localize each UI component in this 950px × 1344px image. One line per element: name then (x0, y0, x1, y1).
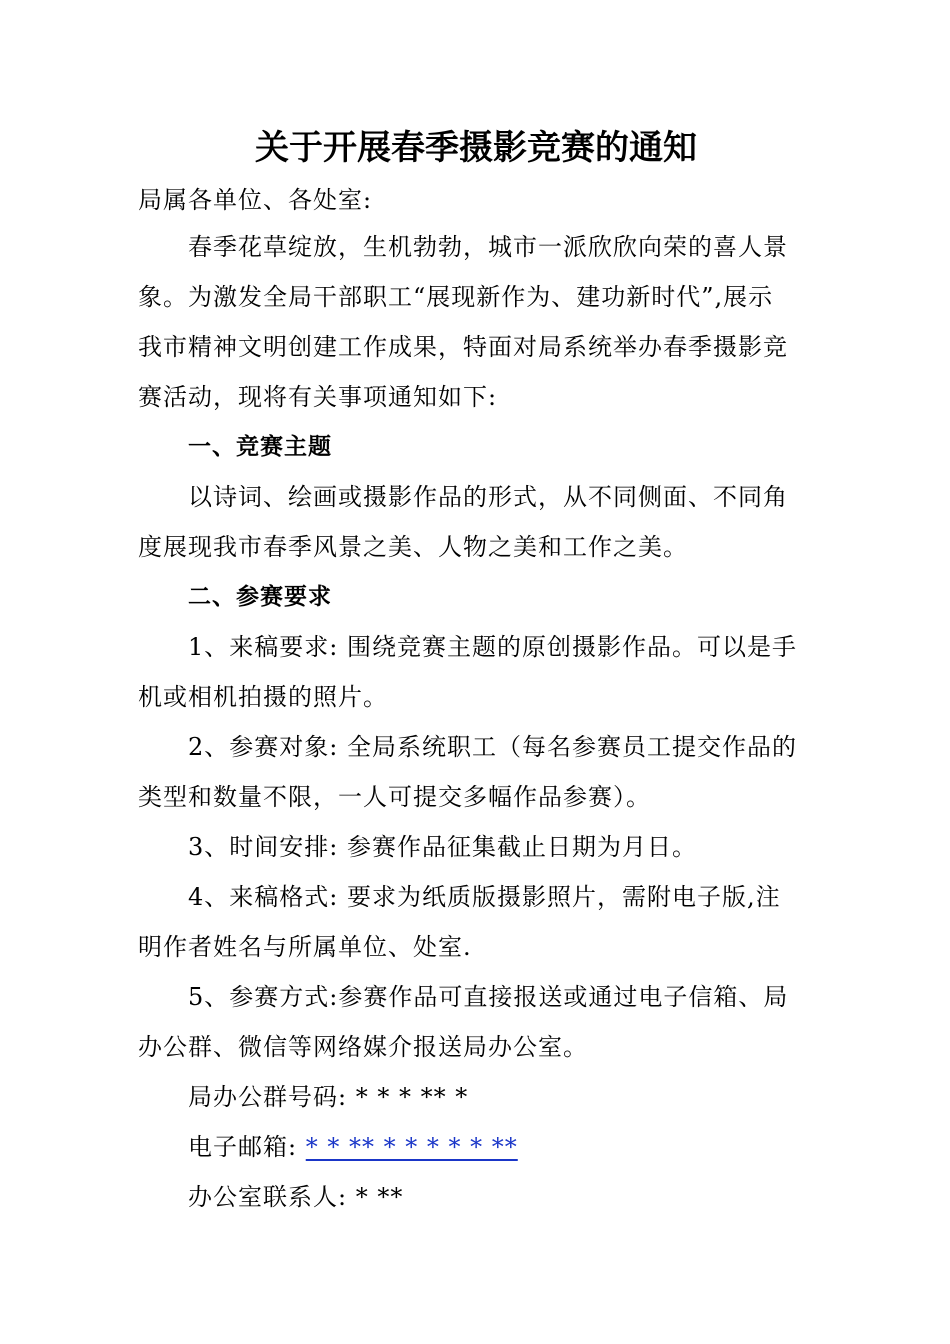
email-label: 电子邮箱: (188, 1133, 298, 1161)
email-link[interactable]: * * ** * * * * * ** (305, 1133, 518, 1161)
salutation: 局属各单位、各处室: (138, 186, 373, 214)
requirement-line: 机或相机拍摄的照片。 (138, 683, 388, 711)
requirement-item-2 (138, 722, 814, 822)
contact-person-row (138, 1172, 814, 1222)
requirement-line: 办公群、微信等网络媒介报送局办公室。 (138, 1033, 588, 1061)
requirement-line: 类型和数量不限，一人可提交多幅作品参赛）。 (138, 783, 651, 811)
section-heading-theme: 一、竞赛主题 (188, 434, 332, 460)
requirement-line: 1、来稿要求: 围绕竞赛主题的原创摄影作品。可以是手 (188, 633, 797, 661)
intro-line: 赛活动，现将有关事项通知如下: (138, 383, 498, 411)
contact-email-row (138, 1122, 814, 1172)
theme-line: 以诗词、绘画或摄影作品的形式，从不同侧面、不同角 (188, 483, 788, 511)
requirement-item-1 (138, 622, 814, 722)
intro-line: 春季花草绽放，生机勃勃，城市一派欣欣向荣的喜人景 (188, 233, 788, 261)
requirement-item-5 (138, 972, 814, 1072)
contact-person-label: 办公室联系人: (188, 1183, 348, 1211)
document-title: 关于开展春季摄影竞赛的通知 (255, 128, 697, 168)
requirement-item-4 (138, 872, 814, 972)
document-page (138, 118, 814, 1222)
requirement-line: 4、来稿格式: 要求为纸质版摄影照片，需附电子版,注 (188, 883, 781, 911)
intro-line: 我市精神文明创建工作成果，特面对局系统举办春季摄影竞 (138, 333, 788, 361)
section-theme-paragraph (138, 472, 814, 572)
contact-group-row (138, 1072, 814, 1122)
intro-paragraph (138, 222, 814, 422)
requirement-item-3 (138, 822, 814, 872)
requirement-line: 5、参赛方式:参赛作品可直接报送或通过电子信箱、局 (188, 983, 789, 1011)
section-heading-requirements: 二、参赛要求 (188, 584, 332, 610)
intro-line: 象。为激发全局干部职工“展现新作为、建功新时代”,展示 (138, 283, 774, 311)
group-number-value: * * * ** * (347, 1083, 469, 1111)
requirement-line: 明作者姓名与所属单位、处室. (138, 933, 472, 961)
theme-line: 度展现我市春季风景之美、人物之美和工作之美。 (138, 533, 688, 561)
requirement-line: 2、参赛对象: 全局系统职工（每名参赛员工提交作品的 (188, 733, 797, 761)
contact-person-value: * ** (347, 1183, 404, 1211)
requirement-line: 3、时间安排: 参赛作品征集截止日期为月日。 (188, 833, 697, 861)
group-number-label: 局办公群号码: (188, 1083, 348, 1111)
